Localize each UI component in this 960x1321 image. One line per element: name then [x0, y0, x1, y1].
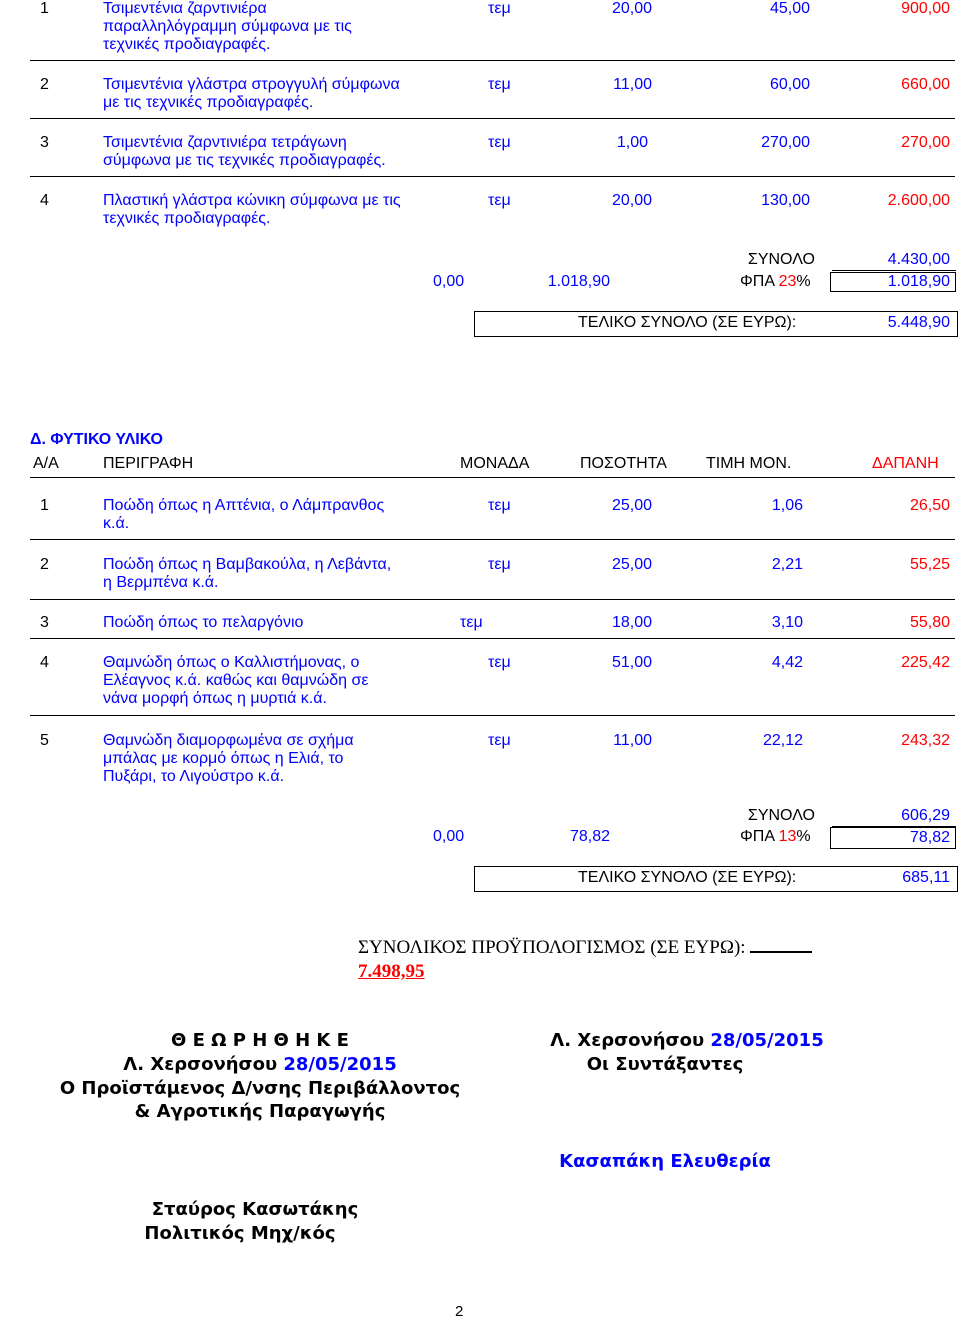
row-quantity: 18,00	[611, 614, 652, 631]
row-unit-price: 270,00	[761, 134, 810, 151]
row-unit: τεμ	[488, 654, 511, 671]
row-description: Τσιμεντένια γλάστρα στρογγυλή σύμφωνα με τις τεχνικές προδιαγραφές.	[103, 76, 400, 111]
vat-label: ΦΠΑ 23%	[740, 273, 811, 290]
row-description: Ποώδη όπως η Βαμβακούλα, η Λεβάντα, η Βερμπένα κ.ά.	[103, 556, 392, 591]
section-title: Δ. ΦΥΤΙΚΟ ΥΛΙΚΟ	[30, 431, 163, 448]
header-unit-price: ΤΙΜΗ ΜΟΝ.	[706, 455, 792, 472]
subtotal-label: ΣΥΝΟΛΟ	[747, 251, 815, 268]
signer-title: Ο Προϊστάμενος Δ/νσης Περιβάλλοντος	[59, 1078, 461, 1099]
vat-value: 1.018,90	[887, 273, 950, 290]
row-unit: τεμ	[460, 614, 483, 631]
row-number: 2	[40, 76, 49, 93]
header-description: ΠΕΡΙΓΡΑΦΗ	[103, 455, 194, 472]
row-description: Θαμνώδη όπως ο Καλλιστήμονας, ο Ελέαγνος κ.ά. καθώς και θαμνώδη σε νάνα μορφή όπως η μυρτιά κ.ά.	[103, 654, 369, 707]
row-unit: τεμ	[488, 76, 511, 93]
subtotal-underline	[832, 270, 956, 271]
row-divider	[30, 715, 955, 716]
header-quantity: ΠΟΣΟΤΗΤΑ	[580, 455, 667, 472]
subtotal-label: ΣΥΝΟΛΟ	[747, 807, 815, 824]
row-quantity: 11,00	[613, 76, 652, 93]
row-cost: 225,42	[901, 654, 950, 671]
row-quantity: 25,00	[611, 556, 652, 573]
signer-title: Οι Συντάξαντες	[586, 1054, 744, 1075]
row-unit-price: 60,00	[769, 76, 810, 93]
signer-name: Σταύρος Κασωτάκης	[151, 1199, 359, 1220]
row-unit-price: 3,10	[771, 614, 803, 631]
vat-label: ΦΠΑ 13%	[740, 828, 811, 845]
row-description: Τσιμεντένια ζαρντινιέρα παραλληλόγραμμη σύμφωνα με τις τεχνικές προδιαγραφές.	[103, 0, 352, 53]
row-divider	[30, 638, 955, 639]
row-cost: 270,00	[901, 134, 950, 151]
row-divider	[30, 60, 955, 61]
row-unit-price: 4,42	[771, 654, 803, 671]
row-unit-price: 2,21	[771, 556, 803, 573]
row-divider	[30, 599, 955, 600]
row-description: Ποώδη όπως το πελαργόνιο	[103, 614, 304, 631]
row-unit: τεμ	[488, 497, 511, 514]
grand-total-label: ΣΥΝΟΛΙΚΟΣ ΠΡΟΫΠΟΛΟΓΙΣΜΟΣ (ΣΕ ΕΥΡΩ):	[358, 936, 812, 960]
grand-total-value: 7.498,95	[358, 961, 425, 982]
row-description: Πλαστική γλάστρα κώνικη σύμφωνα με τις τεχνικές προδιαγραφές.	[103, 192, 401, 227]
header-aa: Α/Α	[33, 455, 59, 472]
subtotal-value: 4.430,00	[887, 251, 950, 268]
signer-title: & Αγροτικής Παραγωγής	[134, 1101, 386, 1122]
row-quantity: 1,00	[616, 134, 648, 151]
row-cost: 900,00	[901, 0, 950, 17]
row-quantity: 51,00	[611, 654, 652, 671]
row-quantity: 20,00	[611, 192, 652, 209]
row-unit: τεμ	[488, 134, 511, 151]
row-cost: 26,50	[909, 497, 950, 514]
page-number: 2	[455, 1303, 464, 1320]
row-number: 5	[40, 732, 49, 749]
row-description: Θαμνώδη διαμορφωμένα σε σχήμα μπάλας με κορμό όπως η Ελιά, το Πυξάρι, το Λιγούστρο κ.ά.	[103, 732, 354, 785]
row-unit-price: 1,06	[771, 497, 803, 514]
row-number: 3	[40, 614, 49, 631]
row-unit-price: 22,12	[762, 732, 803, 749]
row-cost: 243,32	[901, 732, 950, 749]
final-total-label: ΤΕΛΙΚΟ ΣΥΝΟΛΟ (ΣΕ ΕΥΡΩ):	[578, 869, 797, 886]
aux-value: 0,00	[433, 828, 465, 845]
row-number: 2	[40, 556, 49, 573]
aux-value: 1.018,90	[547, 273, 610, 290]
row-cost: 660,00	[901, 76, 950, 93]
row-divider	[30, 539, 955, 540]
row-number: 1	[40, 0, 49, 17]
row-cost: 55,25	[909, 556, 950, 573]
header-cost: ΔΑΠΑΝΗ	[872, 455, 939, 472]
row-unit: τεμ	[488, 556, 511, 573]
row-divider	[30, 176, 955, 177]
row-number: 4	[40, 654, 49, 671]
row-number: 1	[40, 497, 49, 514]
final-total-value: 685,11	[902, 869, 950, 886]
row-unit: τεμ	[488, 192, 511, 209]
row-number: 3	[40, 134, 49, 151]
row-divider	[30, 118, 955, 119]
final-total-label: ΤΕΛΙΚΟ ΣΥΝΟΛΟ (ΣΕ ΕΥΡΩ):	[578, 314, 797, 331]
approved-heading: Θ Ε Ω Ρ Η Θ Η Κ Ε	[171, 1030, 349, 1051]
final-total-value: 5.448,90	[887, 314, 950, 331]
row-unit: τεμ	[488, 0, 511, 17]
row-number: 4	[40, 192, 49, 209]
row-cost: 2.600,00	[887, 192, 950, 209]
aux-value: 0,00	[433, 273, 465, 290]
row-quantity: 25,00	[611, 497, 652, 514]
vat-value: 78,82	[909, 829, 950, 846]
header-unit: ΜΟΝΑΔΑ	[460, 455, 530, 472]
place-date: Λ. Χερσονήσου 28/05/2015	[123, 1054, 397, 1075]
row-unit: τεμ	[488, 732, 511, 749]
header-divider	[30, 477, 955, 478]
row-quantity: 11,00	[613, 732, 652, 749]
subtotal-value: 606,29	[901, 807, 950, 824]
row-description: Τσιμεντένια ζαρντινιέρα τετράγωνη σύμφωνα με τις τεχνικές προδιαγραφές.	[103, 134, 386, 169]
signer-role: Πολιτικός Μηχ/κός	[144, 1223, 336, 1244]
place-date: Λ. Χερσονήσου 28/05/2015	[550, 1030, 824, 1051]
row-cost: 55,80	[909, 614, 950, 631]
row-unit-price: 45,00	[769, 0, 810, 17]
aux-value: 78,82	[569, 828, 610, 845]
row-unit-price: 130,00	[761, 192, 810, 209]
row-quantity: 20,00	[611, 0, 652, 17]
row-description: Ποώδη όπως η Απτένια, ο Λάμπρανθος κ.ά.	[103, 497, 385, 532]
signer-name: Κασαπάκη Ελευθερία	[559, 1151, 771, 1172]
